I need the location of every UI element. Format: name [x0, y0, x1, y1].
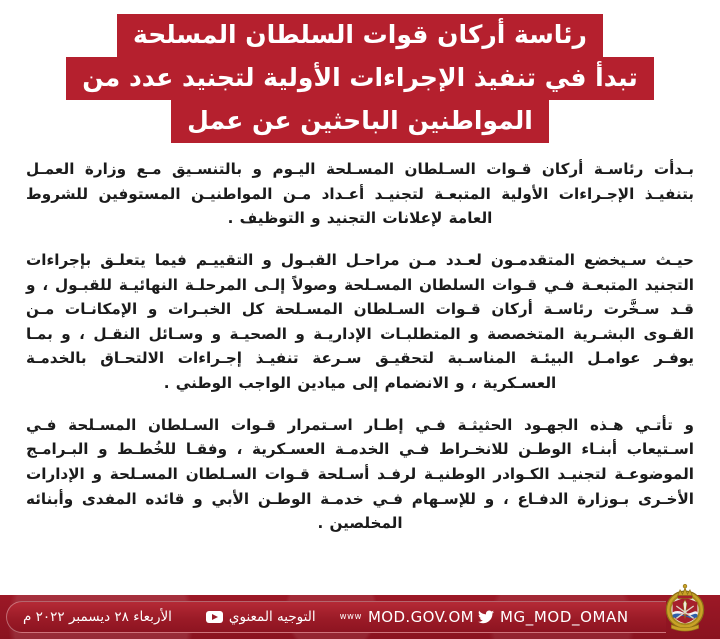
- oman-armed-forces-emblem: [654, 575, 716, 637]
- footer-inner-bar: [6, 601, 666, 633]
- footer-date: [23, 609, 172, 625]
- headline-block: [0, 0, 720, 143]
- footer-youtube-label: التوجيه المعنوي: [228, 609, 316, 625]
- footer-website[interactable]: [340, 608, 474, 626]
- article-body: [0, 143, 720, 536]
- footer-bar: [0, 595, 720, 639]
- paragraph-2: حيـث سـيخضع المتقدمـون لعـدد مـن مراحـل القبـول و التقييـم فيما يتعلـق بإجراءات التجنيد المتبعـة فـي قـوات السلطان المسـلحة وصولاً إلـى المرحلـة النهائيـة للقبـول ، و قـد سـخَّرت رئاسـة أركان قـوات السـلطان المسـلحة كل الخبـرات و الإمكانـات مـن القـوى البشـرية المتخصصة و المتطلبـات الإداريـة و الصحيـة و وسـائل النقـل ، و بمـا يوفـر عوامـل البيئـة المناسـبة لتحقيـق سـرعة تنفيـذ إجـراءات الالتحـاق بالخدمـة العسـكرية ، و الانضمام إلى ميادين الواجب الوطني .: [26, 250, 694, 392]
- footer-twitter-handle: MG_MOD_OMAN: [500, 608, 629, 626]
- headline-line-3: المواطنين الباحثين عن عمل: [171, 100, 549, 143]
- footer-twitter[interactable]: [478, 608, 629, 626]
- youtube-play-icon[interactable]: [206, 611, 223, 623]
- footer-date-text: الأربعاء ٢٨ ديسمبر ٢٠٢٢ م: [23, 609, 172, 625]
- footer-youtube[interactable]: [206, 609, 316, 625]
- headline-line-1: رئاسة أركان قوات السلطان المسلحة: [117, 14, 603, 57]
- footer-website-prefix: www: [339, 612, 362, 622]
- twitter-bird-icon[interactable]: [478, 610, 494, 624]
- paragraph-1: بـدأت رئاسـة أركان قـوات السـلطان المسـلحة اليـوم و بالتنسـيق مـع وزارة العمـل بتنفيـذ الإجـراءات الأولية المتبعـة لتجنيـد أعـداد مـن المواطنيـن المستوفين للشروط العامة لإعلانات التجنيد و التوظيف .: [26, 160, 694, 228]
- headline-line-2: تبدأ في تنفيذ الإجراءات الأولية لتجنيد عدد من: [66, 57, 653, 100]
- footer-website-text: MOD.GOV.OM: [367, 608, 475, 626]
- paragraph-3: و تأتـي هـذه الجهـود الحثيثـة فـي إطـار اسـتمرار قـوات السـلطان المسـلحة فـي اسـتيعاب أبنـاء الوطـن للانخـراط فـي الخدمـة العسـكرية ، وفقـا للخُطـط و البـرامـج الموضوعـة لتجنيـد الكـوادر الوطنيـة لرفـد أسـلحة قـوات السـلطان المسـلحة و الإدارات الأخـرى بـوزارة الدفـاع ، و للإسـهام فـي خدمـة الوطـن الأبي و قائده المفدى وأبنائه المخلصين .: [26, 415, 694, 533]
